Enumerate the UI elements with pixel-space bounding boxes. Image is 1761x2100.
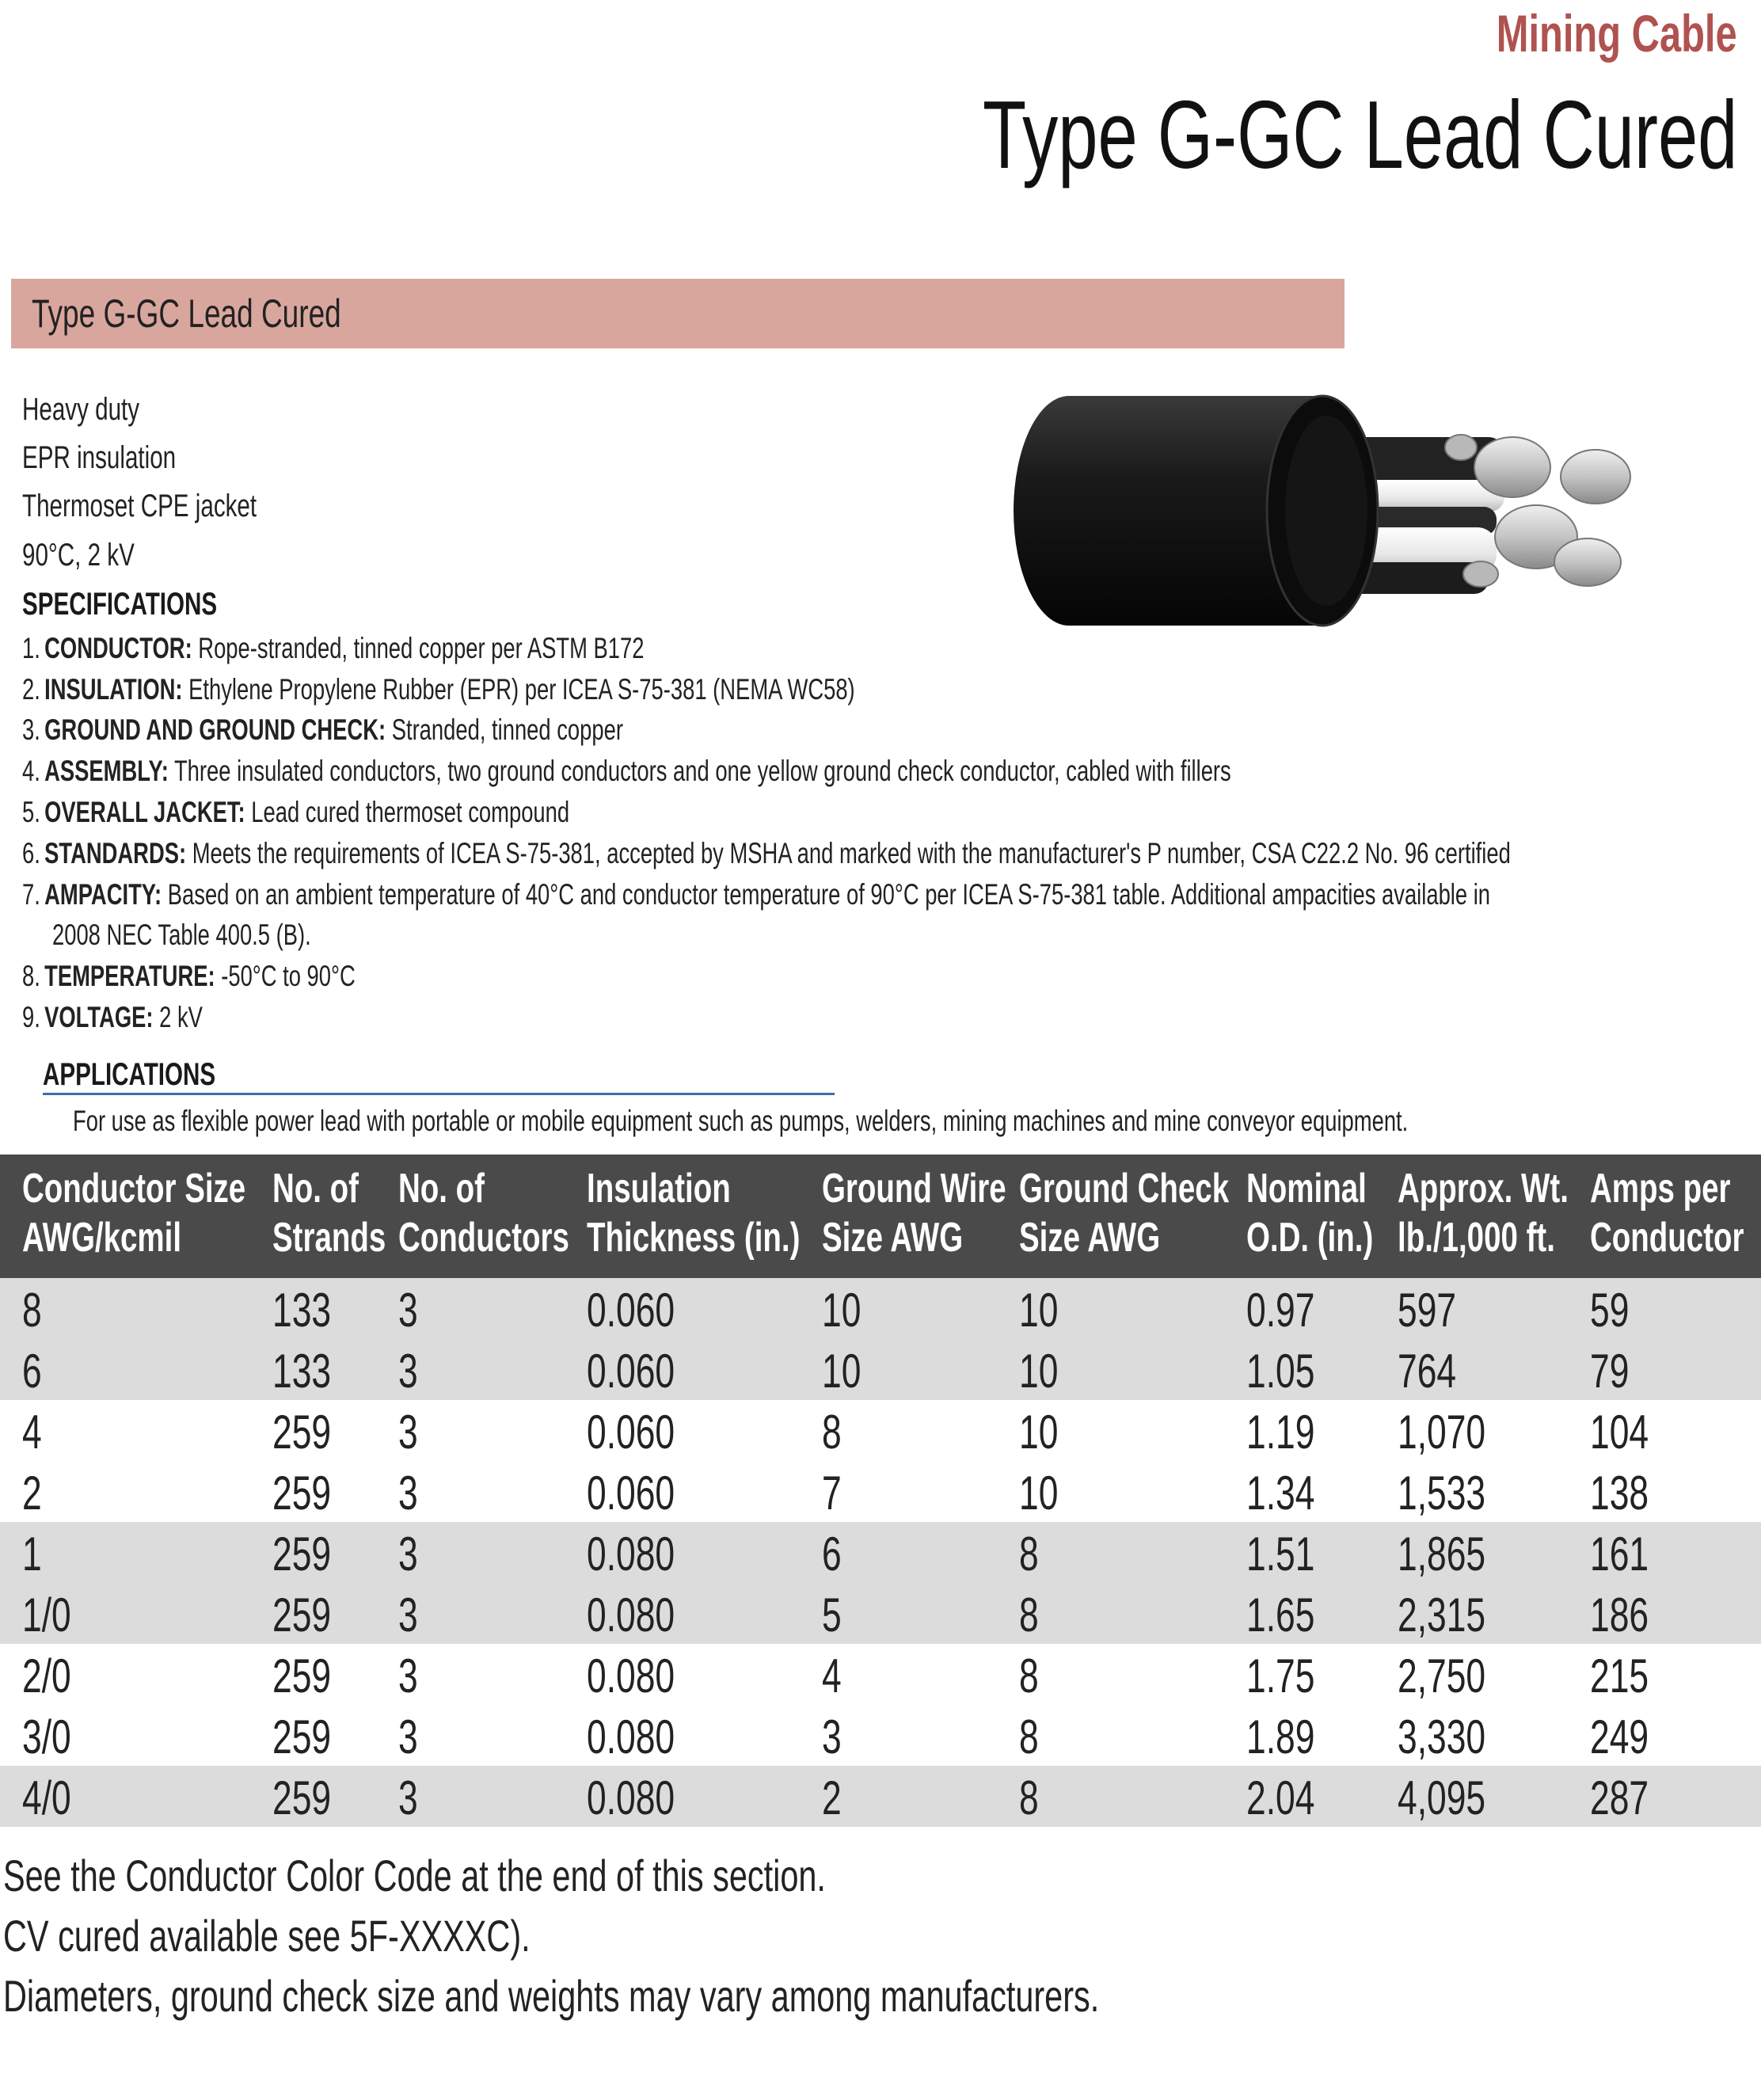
table-cell: 7	[822, 1467, 842, 1520]
table-cell: 8	[1019, 1710, 1039, 1763]
spec-item: 5. OVERALL JACKET: Lead cured thermoset compound	[22, 796, 570, 828]
spec-item: 2. INSULATION: Ethylene Propylene Rubber (EPR) per ICEA S-75-381 (NEMA WC58)	[22, 673, 855, 706]
table-cell: 1,070	[1398, 1406, 1486, 1459]
table-cell: 3,330	[1398, 1710, 1486, 1763]
table-cell: 79	[1590, 1345, 1630, 1398]
table-cell: 8	[1019, 1649, 1039, 1702]
applications-text: For use as flexible power lead with portable or mobile equipment such as pumps, welders, mining machines and mine conveyor equipment.	[73, 1105, 1409, 1137]
column-header: Ground Wire Size AWG	[822, 1166, 1006, 1261]
column-header: Insulation Thickness (in.)	[587, 1166, 801, 1261]
applications-heading: APPLICATIONS	[43, 1057, 216, 1092]
table-cell: 0.080	[587, 1649, 675, 1702]
table-row	[0, 1705, 1761, 1766]
table-cell: 0.060	[587, 1406, 675, 1459]
table-cell: 10	[1019, 1284, 1059, 1337]
table-cell: 0.080	[587, 1710, 675, 1763]
table-cell: 2	[22, 1467, 42, 1520]
table-row	[0, 1644, 1761, 1705]
table-cell: 0.060	[587, 1345, 675, 1398]
spec-item: 7. AMPACITY: Based on an ambient temperature of 40°C and conductor temperature of 90°C per ICEA S-75-381 table. Additional ampacities available in	[22, 878, 1491, 911]
table-cell: 133	[272, 1284, 332, 1337]
table-row	[0, 1278, 1761, 1339]
table-cell: 3	[398, 1284, 418, 1337]
table-cell: 10	[822, 1284, 861, 1337]
table-cell: 8	[1019, 1527, 1039, 1581]
table-cell: 2,315	[1398, 1588, 1486, 1642]
table-cell: 161	[1590, 1527, 1649, 1581]
footnote: CV cured available see 5F-XXXXC).	[3, 1911, 531, 1961]
applications-underline	[43, 1093, 835, 1095]
table-cell: 3	[398, 1588, 418, 1642]
table-cell: 8	[22, 1284, 42, 1337]
table-row	[0, 1461, 1761, 1522]
table-cell: 3/0	[22, 1710, 71, 1763]
column-header: Conductor Size AWG/kcmil	[22, 1166, 246, 1261]
column-header: Ground Check Size AWG	[1019, 1166, 1230, 1261]
table-cell: 186	[1590, 1588, 1649, 1642]
table-cell: 1/0	[22, 1588, 71, 1642]
banner-title: Type G-GC Lead Cured	[32, 291, 341, 336]
table-cell: 8	[1019, 1771, 1039, 1824]
table-row	[0, 1766, 1761, 1827]
table-cell: 2,750	[1398, 1649, 1486, 1702]
feature-item: 90°C, 2 kV	[22, 538, 135, 573]
table-cell: 249	[1590, 1710, 1649, 1763]
table-cell: 3	[398, 1710, 418, 1763]
table-cell: 1.05	[1246, 1345, 1315, 1398]
table-cell: 6	[822, 1527, 842, 1581]
footnote: Diameters, ground check size and weights may vary among manufacturers.	[3, 1971, 1100, 2021]
column-header: Amps per Conductor	[1590, 1166, 1744, 1261]
table-cell: 3	[822, 1710, 842, 1763]
table-header	[0, 1155, 1761, 1278]
table-cell: 1	[22, 1527, 42, 1581]
table-cell: 3	[398, 1467, 418, 1520]
spec-item: 6. STANDARDS: Meets the requirements of ICEA S-75-381, accepted by MSHA and marked with the manufacturer's P number, CSA C22.2 No. 96 certified	[22, 837, 1511, 869]
footnote: See the Conductor Color Code at the end of this section.	[3, 1851, 826, 1900]
table-cell: 0.060	[587, 1284, 675, 1337]
table-cell: 764	[1398, 1345, 1457, 1398]
table-cell: 3	[398, 1345, 418, 1398]
spec-item: 4. ASSEMBLY: Three insulated conductors, two ground conductors and one yellow ground check conductor, cabled with fillers	[22, 755, 1231, 787]
column-header: Nominal O.D. (in.)	[1246, 1166, 1374, 1261]
table-cell: 2	[822, 1771, 842, 1824]
table-cell: 259	[272, 1771, 332, 1824]
table-cell: 259	[272, 1588, 332, 1642]
table-cell: 3	[398, 1406, 418, 1459]
table-body	[0, 1278, 1761, 1827]
table-cell: 3	[398, 1771, 418, 1824]
table-cell: 3	[398, 1527, 418, 1581]
table-cell: 287	[1590, 1771, 1649, 1824]
table-cell: 104	[1590, 1406, 1649, 1459]
table-row	[0, 1522, 1761, 1583]
table-cell: 259	[272, 1406, 332, 1459]
feature-item: Heavy duty	[22, 392, 140, 427]
table-row	[0, 1400, 1761, 1461]
table-row	[0, 1339, 1761, 1400]
page-title: Type G-GC Lead Cured	[982, 81, 1737, 188]
table-cell: 59	[1590, 1284, 1630, 1337]
table-cell: 0.080	[587, 1588, 675, 1642]
feature-item: Thermoset CPE jacket	[22, 489, 257, 523]
table-cell: 1.51	[1246, 1527, 1315, 1581]
table-cell: 8	[822, 1406, 842, 1459]
table-cell: 259	[272, 1710, 332, 1763]
table-cell: 0.080	[587, 1771, 675, 1824]
table-cell: 1.75	[1246, 1649, 1315, 1702]
table-cell: 259	[272, 1527, 332, 1581]
table-cell: 2.04	[1246, 1771, 1315, 1824]
table-cell: 1.65	[1246, 1588, 1315, 1642]
spec-item: 3. GROUND AND GROUND CHECK: Stranded, tinned copper	[22, 713, 623, 746]
feature-item: EPR insulation	[22, 440, 177, 475]
table-cell: 597	[1398, 1284, 1457, 1337]
table-cell: 3	[398, 1649, 418, 1702]
table-cell: 1.19	[1246, 1406, 1315, 1459]
spec-item: 1. CONDUCTOR: Rope-stranded, tinned copper per ASTM B172	[22, 632, 645, 664]
table-cell: 215	[1590, 1649, 1649, 1702]
table-cell: 10	[1019, 1345, 1059, 1398]
table-cell: 10	[1019, 1406, 1059, 1459]
specs-table	[0, 1155, 1761, 1827]
table-cell: 10	[1019, 1467, 1059, 1520]
table-cell: 1.89	[1246, 1710, 1315, 1763]
table-cell: 4/0	[22, 1771, 71, 1824]
section-banner	[11, 279, 1345, 348]
table-cell: 1.34	[1246, 1467, 1315, 1520]
table-cell: 2/0	[22, 1649, 71, 1702]
table-cell: 0.080	[587, 1527, 675, 1581]
table-cell: 4	[822, 1649, 842, 1702]
column-header: No. of Strands	[272, 1166, 386, 1261]
table-cell: 133	[272, 1345, 332, 1398]
spec-item: 8. TEMPERATURE: -50°C to 90°C	[22, 960, 356, 992]
spec-item: 9. VOLTAGE: 2 kV	[22, 1001, 203, 1033]
table-cell: 5	[822, 1588, 842, 1642]
table-cell: 4	[22, 1406, 42, 1459]
table-cell: 1,865	[1398, 1527, 1486, 1581]
cable-cross-section-photo	[1006, 388, 1734, 633]
table-cell: 6	[22, 1345, 42, 1398]
column-header: No. of Conductors	[398, 1166, 569, 1261]
table-cell: 138	[1590, 1467, 1649, 1520]
category-label: Mining Cable	[1497, 4, 1737, 63]
table-cell: 8	[1019, 1588, 1039, 1642]
table-cell: 259	[272, 1649, 332, 1702]
table-cell: 4,095	[1398, 1771, 1486, 1824]
specifications-heading: SPECIFICATIONS	[22, 587, 218, 622]
spec-item-continued: 2008 NEC Table 400.5 (B).	[52, 919, 311, 951]
table-cell: 0.97	[1246, 1284, 1315, 1337]
table-cell: 259	[272, 1467, 332, 1520]
table-cell: 10	[822, 1345, 861, 1398]
table-cell: 0.060	[587, 1467, 675, 1520]
table-cell: 1,533	[1398, 1467, 1486, 1520]
table-row	[0, 1583, 1761, 1644]
column-header: Approx. Wt. lb./1,000 ft.	[1398, 1166, 1569, 1261]
